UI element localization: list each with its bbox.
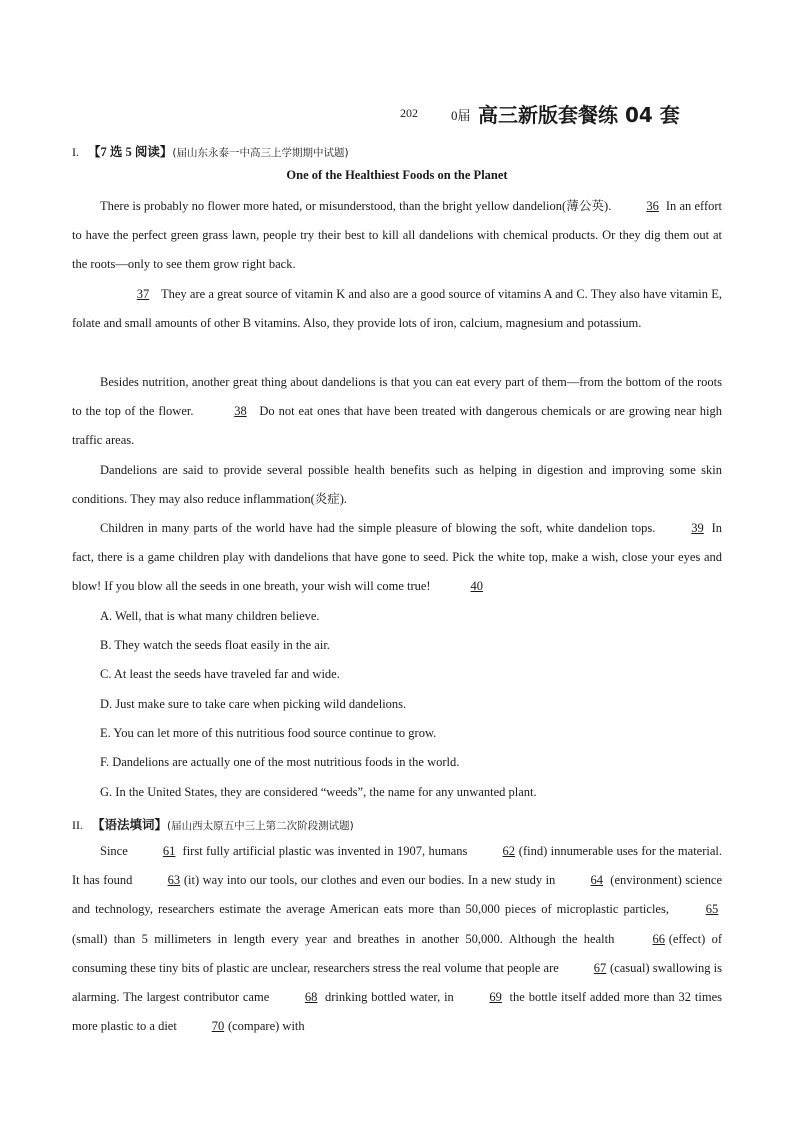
option-b: B. They watch the seeds float easily in the air.	[100, 638, 330, 652]
blank-61: 61	[162, 844, 176, 858]
section1-heading	[72, 142, 349, 160]
blank-66: 66	[652, 931, 665, 946]
option-c: C. At least the seeds have traveled far and wide.	[100, 667, 340, 681]
header-jie: 0届	[451, 108, 471, 123]
page-header	[0, 99, 794, 127]
blank-68: 68	[304, 990, 318, 1005]
blank-67: 67	[593, 960, 607, 975]
blank-39: 39	[691, 521, 704, 535]
paragraph-4: Dandelions are said to provide several possible health benefits such as helping in digestion and improving some skin conditions. They may also reduce inflammation(炎症).	[72, 463, 722, 507]
section1-tag: 【7 选 5 阅读】	[88, 145, 173, 159]
section1-number: I.	[72, 145, 79, 159]
section2-tag: 【语法填词】	[92, 818, 168, 832]
blank-63: 63	[167, 873, 181, 888]
option-g: G. In the United States, they are considered “weeds”, the name for any unwanted plant.	[100, 785, 537, 799]
option-a: A. Well, that is what many children believe.	[100, 609, 320, 623]
blank-38: 38	[234, 404, 247, 419]
section2-heading	[72, 815, 354, 833]
paragraph-5: Children in many parts of the world have had the simple pleasure of blowing the soft, white dandelion tops. 39 In fact, there is a game children play with dandelions that have gone to seed. Pick the white top, make a wish, close your eyes and blow! If you blow all the seeds in one breath, your wish will come true! 40	[72, 514, 722, 602]
article-title: One of the Healthiest Foods on the Planet	[286, 168, 508, 182]
section2-number: II.	[72, 818, 83, 832]
paragraph-1: There is probably no flower more hated, or misunderstood, than the bright yellow dandelion(薄公英). 36 In an effort to have the perfect green grass lawn, people try their best to kill all dandelions with chemical products. Or they dig them out at the roots—only to see them grow right back.	[72, 192, 722, 280]
blank-64: 64	[590, 873, 604, 888]
blank-40: 40	[470, 579, 483, 594]
option-e: E. You can let more of this nutritious food source continue to grow.	[100, 726, 437, 740]
blank-37: 37	[136, 287, 150, 301]
blank-70: 70	[211, 1019, 225, 1034]
blank-62: 62	[502, 844, 516, 858]
header-title: 高三新版套餐练 04 套	[478, 103, 680, 127]
option-d: D. Just make sure to take care when picking wild dandelions.	[100, 697, 407, 711]
blank-65: 65	[705, 902, 719, 917]
paragraph-3: Besides nutrition, another great thing about dandelions is that you can eat every part of them—from the bottom of the roots to the top of the flower. 38 Do not eat ones that have been treated with dangerous chemicals or are growing near high traffic areas.	[72, 375, 722, 448]
blank-36: 36	[646, 199, 659, 213]
section2-source: (届山西太原五中三上第二次阶段测试题)	[167, 820, 354, 832]
option-f: F. Dandelions are actually one of the most nutritious foods in the world.	[100, 755, 460, 769]
header-year: 202	[400, 106, 418, 120]
blank-69: 69	[489, 990, 502, 1005]
section1-source: (届山东永泰一中高三上学期期中试题)	[172, 147, 349, 159]
paragraph-2: 37 They are a great source of vitamin K and also are a good source of vitamins A and C. They also have vitamin E, folate and small amounts of other B vitamins. Also, they provide lots of iron, calcium, magnesium and potassium.	[72, 280, 722, 338]
grammar-paragraph: Since 61 first fully artificial plastic was invented in 1907, humans 62 (find) innumerable uses for the material. It has found 63 (it) way into our tools, our clothes and even our bodies. In a new study in 64 (environment) science and technology, researchers estimate the average American eats more than 50,000 pieces of microplastic particles, 65(small) than 5 millimeters in length every year and breathes in another 50,000. Although the health 66 (effect) of consuming these tiny bits of plastic are unclear, researchers stress the real volume that people are 67 (casual) swallowing is alarming. The largest contributor came 68 drinking bottled water, in 69 the bottle itself added more than 32 times more plastic to a diet 70 (compare) with	[72, 837, 722, 1041]
